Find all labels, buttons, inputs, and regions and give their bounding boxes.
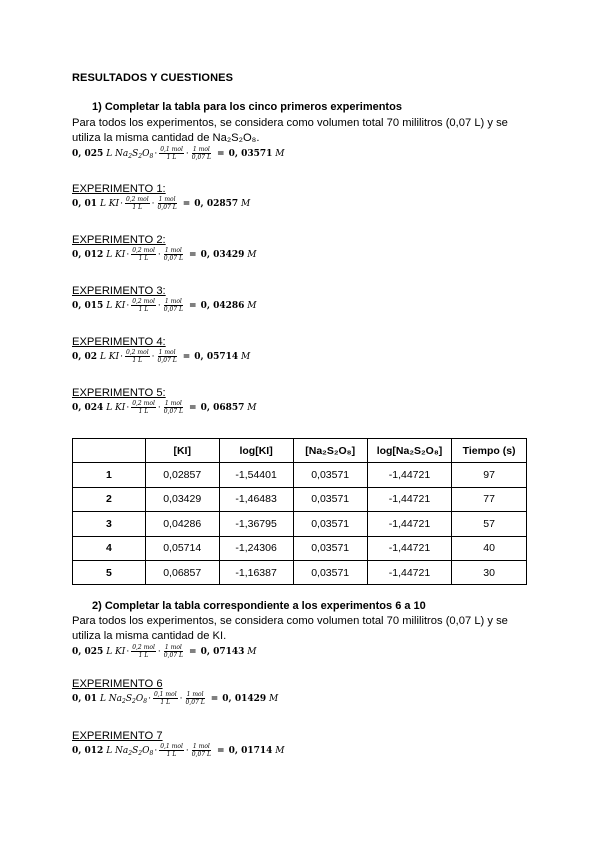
table-row [73, 536, 527, 560]
table-cell: 0,03571 [293, 463, 367, 487]
table-cell: 5 [73, 560, 146, 584]
experiment-label: EXPERIMENTO 3: [72, 285, 166, 297]
section1-paragraph: Para todos los experimentos, se considera como volumen total 70 mililitros (0,07 L) y se utiliza la misma cantidad de Na₂S₂O₈. [72, 117, 508, 144]
table-cell: 77 [452, 487, 527, 511]
page-title: RESULTADOS Y CUESTIONES [72, 72, 234, 84]
experiment-equation: 0, 012 L KI · $\frac{\text{0,2 mol}}{1 L}$ · $\frac{\text{1 mol}}{0,07 L}$ = 0, 03429 M [72, 247, 257, 262]
table-header: [Na₂S₂O₈] [293, 439, 367, 463]
table-cell: 0,02857 [145, 463, 219, 487]
table-cell: -1,16387 [219, 560, 293, 584]
table-cell: -1,46483 [219, 487, 293, 511]
table-header: [KI] [145, 439, 219, 463]
table-cell: 0,03571 [293, 536, 367, 560]
table-cell: -1,54401 [219, 463, 293, 487]
experiment-equation: 0, 015 L KI · $\frac{\text{0,2 mol}}{1 L}$ · $\frac{\text{1 mol}}{0,07 L}$ = 0, 04286 M [72, 298, 257, 313]
equation-ki: 0, 025 L KI · $\frac{\text{0,2 mol}}{1 L}$ · $\frac{\text{1 mol}}{0,07 L}$ = 0, 07143 M [72, 644, 257, 659]
section2-paragraph: Para todos los experimentos, se considera como volumen total 70 mililitros (0,07 L) y se utiliza la misma cantidad de KI. [72, 615, 508, 642]
table-cell: 30 [452, 560, 527, 584]
table-row [73, 512, 527, 536]
table-cell: 0,04286 [145, 512, 219, 536]
table-cell: -1,44721 [367, 463, 451, 487]
experiment-label: EXPERIMENTO 4: [72, 336, 166, 348]
experiment-label: EXPERIMENTO 6 [72, 678, 163, 690]
section1-heading: 1) Completar la tabla para los cinco primeros experimentos [92, 101, 402, 113]
table-cell: 97 [452, 463, 527, 487]
table-cell: 0,06857 [145, 560, 219, 584]
table-header: log[Na₂S₂O₈] [367, 439, 451, 463]
experiment-label: EXPERIMENTO 5: [72, 387, 166, 399]
results-table [72, 438, 527, 585]
table-cell: 0,03571 [293, 560, 367, 584]
table-cell: -1,44721 [367, 560, 451, 584]
table-cell: 0,03571 [293, 512, 367, 536]
table-cell: 0,03571 [293, 487, 367, 511]
table-header: log[KI] [219, 439, 293, 463]
table-header [73, 439, 146, 463]
table-header: Tiempo (s) [452, 439, 527, 463]
experiment-label: EXPERIMENTO 1: [72, 183, 166, 195]
table-cell: 0,05714 [145, 536, 219, 560]
experiment-label: EXPERIMENTO 2: [72, 234, 166, 246]
table-header-row [73, 439, 527, 463]
table-cell: -1,24306 [219, 536, 293, 560]
table-cell: -1,44721 [367, 536, 451, 560]
table-cell: 2 [73, 487, 146, 511]
table-cell: -1,44721 [367, 487, 451, 511]
table-cell: 4 [73, 536, 146, 560]
experiment-label: EXPERIMENTO 7 [72, 730, 163, 742]
table-cell: 0,03429 [145, 487, 219, 511]
table-cell: -1,44721 [367, 512, 451, 536]
experiment-equation: 0, 024 L KI · $\frac{\text{0,2 mol}}{1 L}$ · $\frac{\text{1 mol}}{0,07 L}$ = 0, 06857 M [72, 400, 257, 415]
table-cell: 40 [452, 536, 527, 560]
experiment-equation: 0, 012 L Na 2 S 2 O 8 · $\frac{\text{0,1 mol}}{1 L}$ · $\frac{\text{1 mol}}{0,07 L}$ = 0, 01714 M [72, 743, 285, 758]
table-cell: 3 [73, 512, 146, 536]
table-row [73, 560, 527, 584]
table-cell: -1,36795 [219, 512, 293, 536]
experiment-equation: 0, 01 L Na 2 S 2 O 8 · $\frac{\text{0,1 mol}}{1 L}$ · $\frac{\text{1 mol}}{0,07 L}$ = 0, 01429 M [72, 691, 279, 706]
table-row [73, 463, 527, 487]
table-cell: 1 [73, 463, 146, 487]
equation-na2s2o8: 0, 025 L Na 2 S 2 O 8 · $\frac{\text{0,1 mol}}{1 L}$ · $\frac{\text{1 mol}}{0,07 L}$ = 0, 03571 M [72, 146, 285, 161]
table-cell: 57 [452, 512, 527, 536]
experiment-equation: 0, 02 L KI · $\frac{\text{0,2 mol}}{1 L}$ · $\frac{\text{1 mol}}{0,07 L}$ = 0, 05714 M [72, 349, 251, 364]
table-row [73, 487, 527, 511]
experiment-equation: 0, 01 L KI · $\frac{\text{0,2 mol}}{1 L}$ · $\frac{\text{1 mol}}{0,07 L}$ = 0, 02857 M [72, 196, 251, 211]
section2-heading: 2) Completar la tabla correspondiente a los experimentos 6 a 10 [92, 600, 426, 612]
